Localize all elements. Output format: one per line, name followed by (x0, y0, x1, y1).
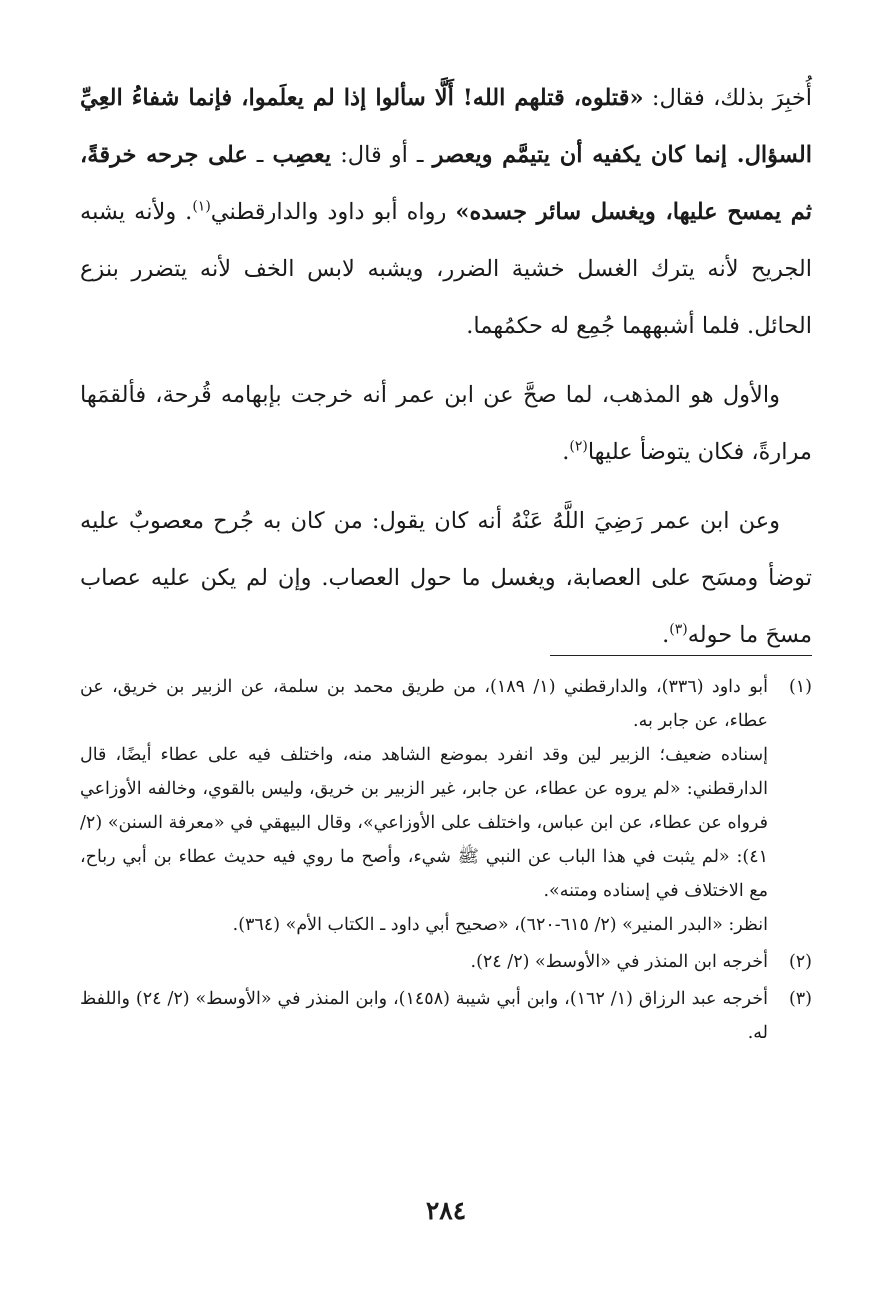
paragraph-1 (80, 70, 812, 355)
footnote-body (80, 945, 768, 979)
main-text (80, 70, 812, 664)
paragraph-3 (80, 493, 812, 664)
text-run: أُخبِرَ بذلك، فقال: (643, 85, 812, 111)
footnote-text: أخرجه عبد الرزاق (١/ ١٦٢)، وابن أبي شيبة (١٤٥٨)، وابن المنذر في «الأوسط» (٢/ ٢٤) واللفظ له. (80, 989, 768, 1043)
text-run: . ولأنه يشبه الجريح لأنه يترك الغسل خشية الضرر، ويشبه لابس الخف لأنه يتضرر بنزع الحائل. فلما أشبههما جُمِع له حكمُهما. (80, 199, 812, 339)
footnote-ref-3[interactable]: (٣) (669, 621, 688, 638)
text-run: ـ (247, 142, 273, 168)
footnotes (80, 670, 812, 1050)
text-run: رواه أبو داود والدارقطني (210, 199, 456, 225)
footnote-text: إسناده ضعيف؛ الزبير لين وقد انفرد بموضع الشاهد منه، واختلف فيه على عطاء أيضًا، قال الدارقطني: «لم يروه عن عطاء، عن جابر، غير الزبير بن خريق، وليس بالقوي، وخالفه الأوزاعي فرواه عن عطاء، عن ابن عباس، واختلف على الأوزاعي»، وقال البيهقي في «معرفة السنن» (٢/ ٤١): «لم يثبت في هذا الباب عن النبي ﷺ شيء، وأصح ما روي فيه حديث عطاء بن أبي رباح، مع الاختلاف في إسناده ومتنه». (80, 745, 768, 901)
paragraph-2 (80, 367, 812, 481)
footnote-3 (80, 982, 812, 1050)
footnote-1 (80, 670, 812, 942)
hadith-quote: يعصِب (272, 142, 332, 168)
page-number: ٢٨٤ (425, 1196, 467, 1225)
footnote-number: (١) (788, 677, 812, 697)
text-run: والأول هو المذهب، لما صحَّ عن ابن عمر أنه خرجت بإبهامه قُرحة، فألقمَها مرارةً، فكان يتوضأ عليها (80, 382, 812, 465)
text-run: . (562, 439, 570, 465)
text-run: ـ أو قال: (331, 142, 433, 168)
footnote-body (80, 982, 768, 1050)
footnote-2 (80, 945, 812, 979)
footnote-text: أبو داود (٣٣٦)، والدارقطني (١/ ١٨٩)، من طريق محمد بن سلمة، عن الزبير بن خريق، عن عطاء، عن جابر به. (80, 677, 768, 731)
footnote-number: (٣) (788, 989, 812, 1009)
footnote-ref-1[interactable]: (١) (192, 198, 211, 215)
hadith-quote: «قتلوه، قتلهم الله! أَلَّا سألوا إذا لم يعلَموا، فإنما شفاءُ العِيِّ السؤال. إنما كان يكفيه أن يتيمَّم ويعصر (80, 85, 812, 168)
footnote-ref-2[interactable]: (٢) (569, 438, 588, 455)
footnote-number: (٢) (788, 952, 812, 972)
footnote-text: أخرجه ابن المنذر في «الأوسط» (٢/ ٢٤). (470, 952, 768, 972)
footnote-body (80, 670, 768, 942)
text-run: وعن ابن عمر رَضِيَ اللَّهُ عَنْهُ أنه كان يقول: من كان به جُرح معصوبٌ عليه توضأ ومسَح على العصابة، ويغسل ما حول العصاب. وإن لم يكن عليه عصاب مسحَ ما حوله (80, 508, 812, 648)
footnote-separator (550, 655, 812, 656)
hadith-quote: على جرحه خرقةً، ثم يمسح عليها، ويغسل سائر جسده» (80, 142, 813, 225)
footnote-text: انظر: «البدر المنير» (٢/ ٦١٥-٦٢٠)، «صحيح أبي داود ـ الكتاب الأم» (٣٦٤). (232, 915, 768, 935)
text-run: . (662, 622, 670, 648)
